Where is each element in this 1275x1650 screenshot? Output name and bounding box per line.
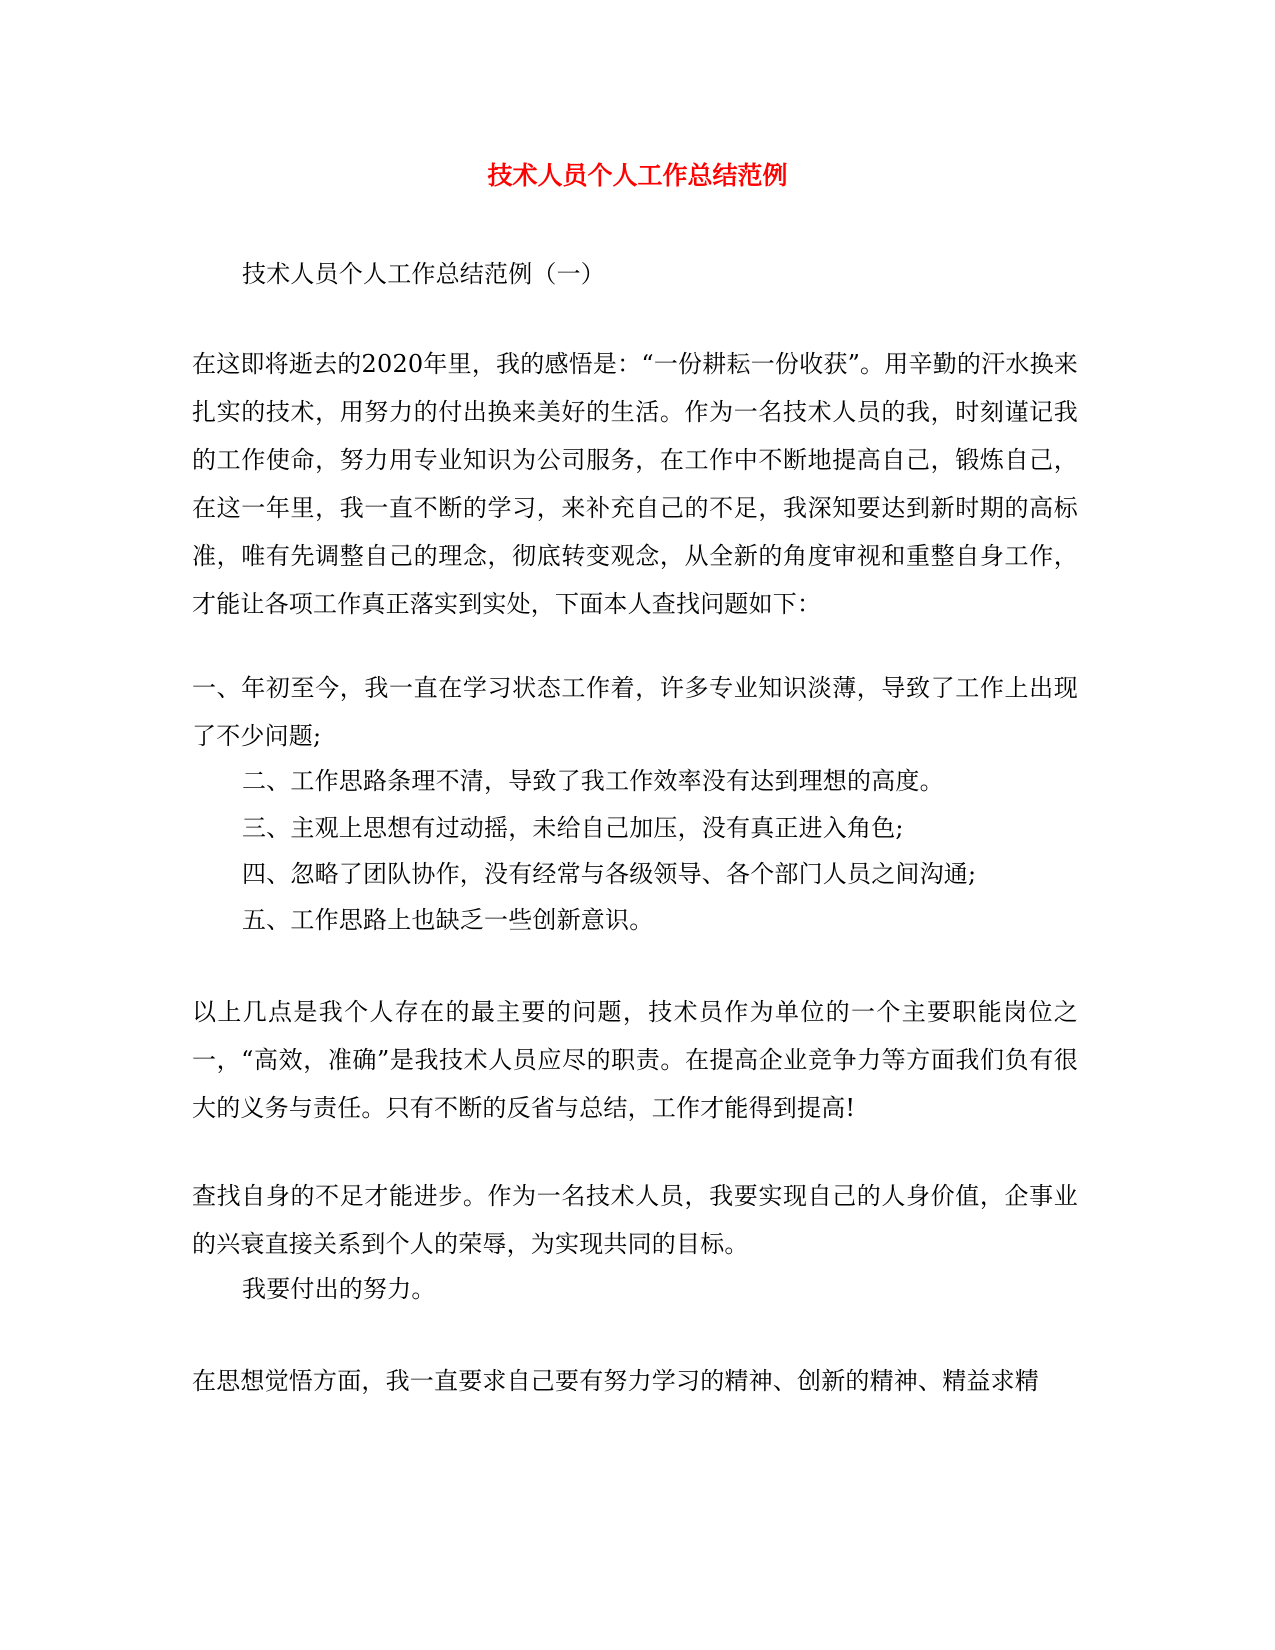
- list-item-5: 五、工作思路上也缺乏一些创新意识。: [242, 906, 654, 934]
- list-item-1: 一、年初至今，我一直在学习状态工作着，许多专业知识淡薄，导致了工作上出现了不少问题;: [192, 674, 1078, 750]
- document-subtitle: 技术人员个人工作总结范例（一）: [242, 260, 605, 288]
- list-item-2: 二、工作思路条理不清，导致了我工作效率没有达到理想的高度。: [242, 767, 944, 795]
- paragraph-ideology: 在思想觉悟方面，我一直要求自己要有努力学习的精神、创新的精神、精益求精: [192, 1367, 1039, 1395]
- document-title: 技术人员个人工作总结范例: [487, 161, 788, 190]
- paragraph-intro: 在这即将逝去的2020年里，我的感悟是：“一份耕耘一份收获”。用辛勤的汗水换来扎实的技术，用努力的付出换来美好的生活。作为一名技术人员的我，时刻谨记我的工作使命，努力用专业知识为公司服务，在工作中不断地提高自己，锻炼自己，在这一年里，我一直不断的学习，来补充自己的不足，我深知要达到新时期的高标准，唯有先调整自己的理念，彻底转变观念，从全新的角度审视和重整自身工作，才能让各项工作真正落实到实处，下面本人查找问题如下：: [192, 350, 1078, 618]
- list-item-4: 四、忽略了团队协作，没有经常与各级领导、各个部门人员之间沟通;: [242, 860, 977, 888]
- list-item-3: 三、主观上思想有过动摇，未给自己加压，没有真正进入角色;: [242, 814, 904, 842]
- paragraph-self-assessment: 查找自身的不足才能进步。作为一名技术人员，我要实现自己的人身价值，企事业的兴衰直接关系到个人的荣辱，为实现共同的目标。: [192, 1182, 1078, 1258]
- paragraph-effort: 我要付出的努力。: [242, 1275, 436, 1303]
- paragraph-problems-summary: 以上几点是我个人存在的最主要的问题，技术员作为单位的一个主要职能岗位之一，“高效，准确”是我技术人员应尽的职责。在提高企业竞争力等方面我们负有很大的义务与责任。只有不断的反省与总结，工作才能得到提高!: [192, 998, 1078, 1122]
